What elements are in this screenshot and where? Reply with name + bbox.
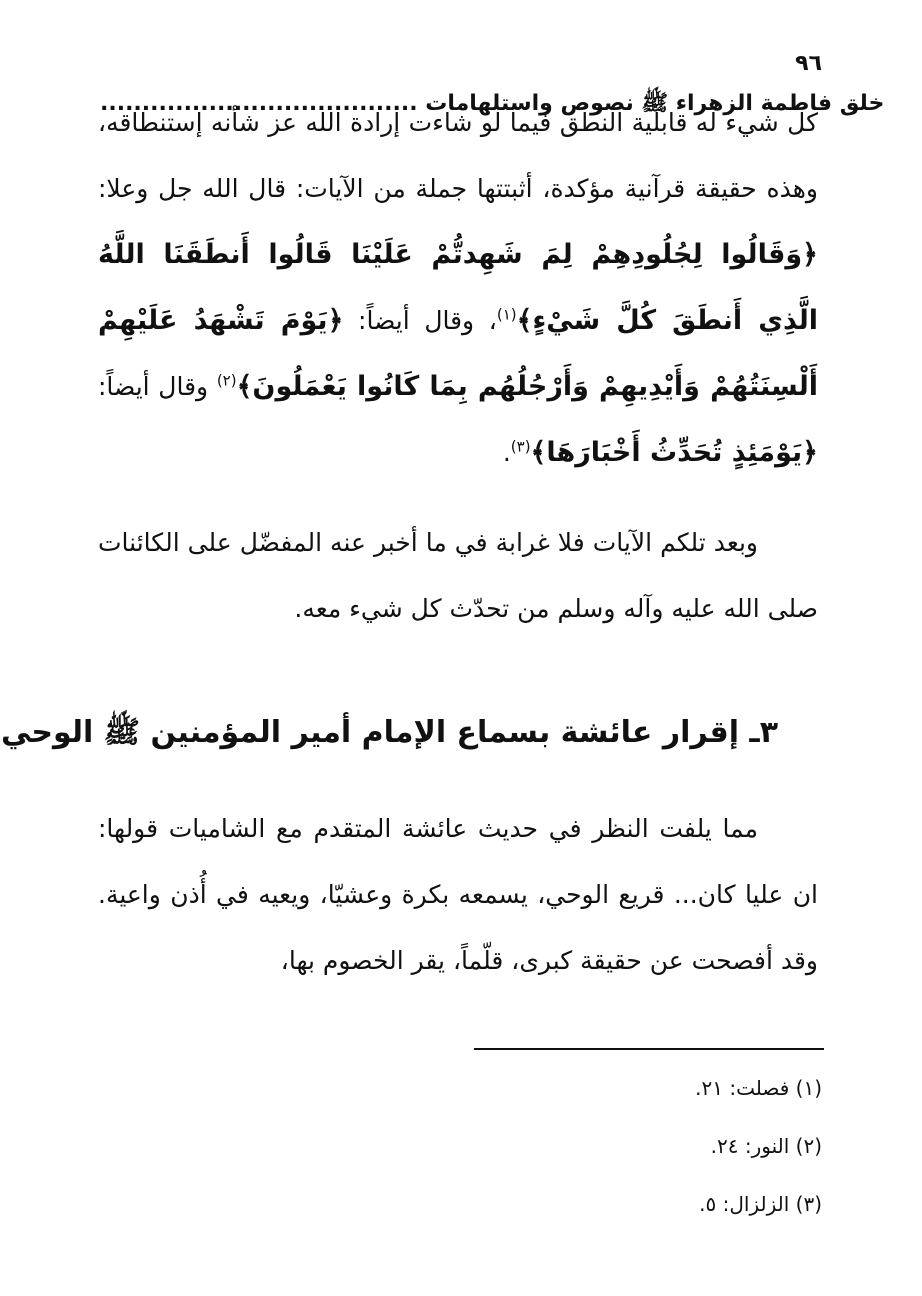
paragraph-no-wonder <box>98 510 818 642</box>
paragraph-1-text <box>98 90 818 486</box>
footnote-ref-1: (١) <box>496 305 517 324</box>
paragraph-aisha-testimony <box>98 796 818 994</box>
running-title: خلق فاطمة الزهراء ﷺ نصوص واستلهامات ...................................... <box>100 91 885 116</box>
paragraph-1-connector-1: ، وقال أيضاً: <box>343 306 497 335</box>
paragraph-2-text <box>98 510 818 642</box>
paragraph-speaking-things <box>98 90 818 486</box>
footnote-ref-2: (٢) <box>216 371 237 390</box>
footnotes <box>400 1068 822 1242</box>
paragraph-3-text <box>98 796 818 994</box>
paragraph-2-body: وبعد تلكم الآيات فلا غرابة في ما أخبر عنه المفضّل على الكائنات صلى الله عليه وآله وسلم من تحدّث كل شيء معه. <box>98 528 818 623</box>
quran-verse-fussilat: ﴿وَقَالُوا لِجُلُودِهِمْ لِمَ شَهِدتُّمْ عَلَيْنَا قَالُوا أَنطَقَنَا اللَّهُ الَّذِي أَنطَقَ كُلَّ شَيْءٍ﴾ <box>98 239 819 336</box>
section-heading: ٣ـ إقرار عائشة بسماع الإمام أمير المؤمنين ﷺ الوحي <box>1 715 778 750</box>
paragraph-1-connector-2: وقال أيضاً: <box>98 372 217 401</box>
footnote-1: (١) فصلت: ٢١. <box>695 1076 822 1100</box>
footnote-separator <box>474 1048 824 1050</box>
paragraph-1-end: . <box>502 438 511 467</box>
footnote-ref-3: (٣) <box>510 437 531 456</box>
page-header <box>100 44 885 116</box>
paragraph-1-intro: كل شيء له قابلية النطق فيما لو شاءت إرادة الله عز شأنه إستنطاقه، وهذه حقيقة قرآنية مؤكدة، أثبتتها جملة من الآيات: قال الله جل وعلا: <box>98 108 818 203</box>
quran-verse-nur: ﴿يَوْمَ تَشْهَدُ عَلَيْهِمْ أَلْسِنَتُهُمْ وَأَيْدِيهِمْ وَأَرْجُلُهُم بِمَا كَانُوا يَعْمَلُونَ﴾ <box>98 305 818 402</box>
paragraph-3-body: مما يلفت النظر في حديث عائشة المتقدم مع الشاميات قولها: ان عليا كان... قريع الوحي، يسمعه بكرة وعشيّا، ويعيه في أُذن واعية. وقد أفصحت عن حقيقة كبرى، قلّماً، يقر الخصوم بها، <box>98 814 818 975</box>
footnote-3: (٣) الزلزال: ٥. <box>699 1192 822 1216</box>
page-number: ٩٦ <box>795 51 822 76</box>
quran-verse-zalzala: ﴿يَوْمَئِذٍ تُحَدِّثُ أَخْبَارَهَا﴾ <box>530 437 818 468</box>
footnote-2: (٢) النور: ٢٤. <box>710 1134 822 1158</box>
